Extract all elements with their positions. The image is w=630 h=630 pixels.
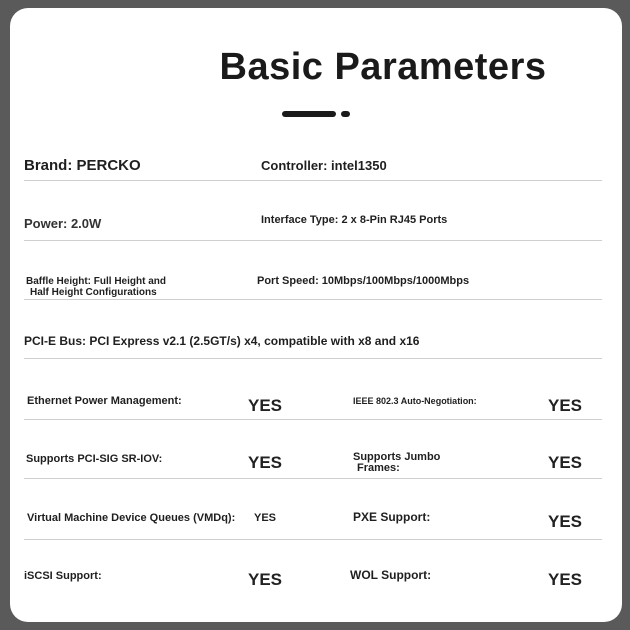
feature-label-iscsi: iSCSI Support: [24,570,102,582]
feature-value-iscsi: YES [248,570,283,589]
feature-value-wol: YES [548,570,583,589]
feature-value-auto-negotiation: YES [548,396,583,415]
controller-text: Controller: intel1350 [261,158,387,173]
divider [24,539,602,540]
title-underline [282,111,336,117]
feature-value-pxe: YES [548,512,583,531]
divider [24,419,602,420]
port-speed-text: Port Speed: 10Mbps/100Mbps/1000Mbps [257,275,470,287]
interface-type-text: Interface Type: 2 x 8-Pin RJ45 Ports [261,214,448,226]
feature-label-pxe: PXE Support: [353,510,431,524]
jumbo-frames-line2: Frames: [357,462,400,474]
divider [24,240,602,241]
feature-label-jumbo-frames [353,452,440,474]
baffle-height-line1: Baffle Height: Full Height and [26,276,166,287]
divider [24,299,602,300]
page-title: Basic Parameters [219,46,547,88]
title-underline-dot [341,111,350,117]
power-text: Power: 2.0W [24,216,102,231]
feature-label-vmdq: Virtual Machine Device Queues (VMDq): [27,512,236,524]
feature-label-sr-iov: Supports PCI-SIG SR-IOV: [26,453,163,465]
feature-value-jumbo-frames: YES [548,453,583,472]
feature-value-ethernet-power: YES [248,396,283,415]
divider [24,478,602,479]
baffle-height-line2: Half Height Configurations [30,287,157,298]
spec-card [10,8,622,622]
feature-value-sr-iov: YES [248,453,283,472]
feature-label-auto-negotiation: IEEE 802.3 Auto-Negotiation: [353,396,477,406]
baffle-height-text [26,276,166,298]
divider [24,180,602,181]
feature-value-vmdq: YES [254,512,277,524]
jumbo-frames-line1: Supports Jumbo [353,451,441,463]
divider [24,358,602,359]
feature-label-wol: WOL Support: [350,568,432,582]
feature-label-ethernet-power: Ethernet Power Management: [27,395,182,407]
pcie-bus-text: PCI-E Bus: PCI Express v2.1 (2.5GT/s) x4, compatible with x8 and x16 [24,334,420,348]
brand-text: Brand: PERCKO [24,157,141,174]
